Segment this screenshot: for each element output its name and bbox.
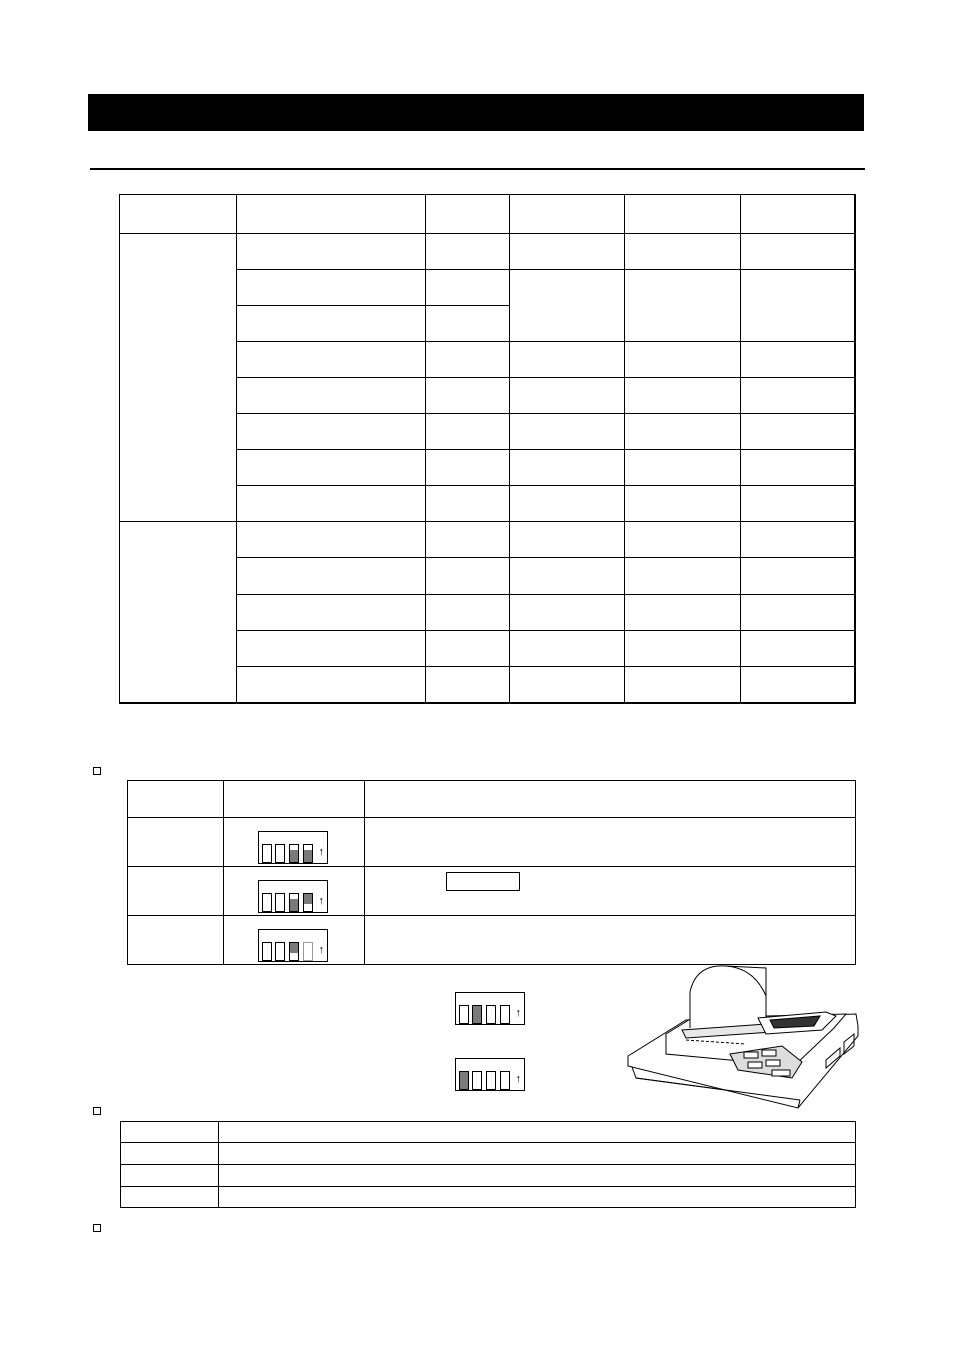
arrow-up-icon: ↑ — [515, 1007, 521, 1019]
arrow-up-icon: ↑ — [318, 944, 324, 956]
arrow-up-icon: ↑ — [515, 1073, 521, 1085]
arrow-up-icon: ↑ — [318, 846, 324, 858]
arrow-up-icon: ↑ — [318, 895, 324, 907]
bullet-square — [93, 1224, 101, 1232]
